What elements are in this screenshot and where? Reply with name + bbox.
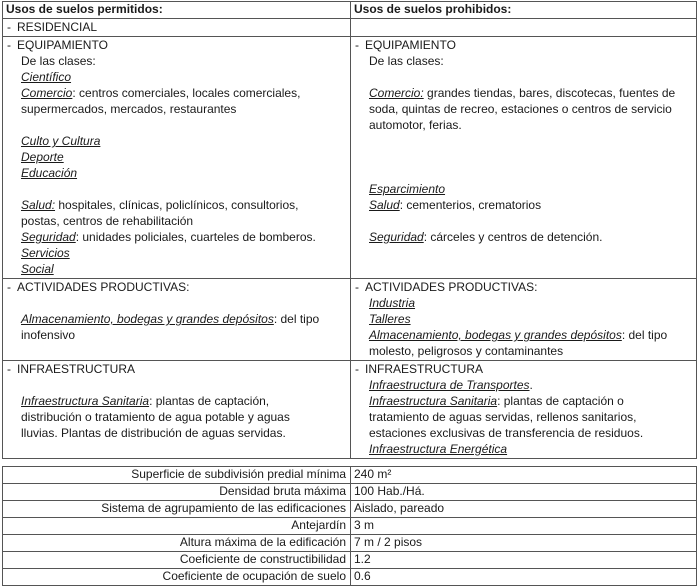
equipamiento-row: [3, 37, 697, 279]
param-label: Altura máxima de la edificación: [3, 535, 351, 552]
param-value: 100 Hab./Há.: [351, 484, 697, 501]
param-row: [3, 484, 697, 501]
salud-text: : cementerios, crematorios: [399, 198, 542, 212]
energetica-class: Infraestructura Energética: [369, 442, 508, 456]
prohibited-infraestructura-cell: [351, 361, 697, 459]
param-label: Coeficiente de constructibilidad: [3, 552, 351, 569]
seguridad-class: Seguridad: [21, 230, 76, 244]
prohibited-residencial-cell: [351, 19, 697, 37]
infraestructura-title: INFRAESTRUCTURA: [365, 362, 484, 376]
param-value: 0.6: [351, 569, 697, 586]
permitted-residencial-cell: [3, 19, 351, 37]
salud-text: hospitales, clínicas, policlínicos, consultorios,: [55, 198, 299, 212]
talleres-class: Talleres: [369, 312, 411, 326]
param-label: Superficie de subdivisión predial mínima: [3, 467, 351, 484]
comercio-text: : centros comerciales, locales comerciales,: [72, 86, 301, 100]
seguridad-text: : cárceles y centros de detención.: [423, 230, 603, 244]
header-row: [3, 2, 697, 19]
almacenamiento-text: : del tipo: [273, 312, 320, 326]
comercio-class: Comercio:: [369, 86, 424, 100]
param-value: 240 m²: [351, 467, 697, 484]
sanitaria-class: Infraestructura Sanitaria: [369, 394, 498, 408]
param-row: [3, 467, 697, 484]
actividades-title: ACTIVIDADES PRODUCTIVAS:: [365, 280, 538, 294]
comercio-text-cont: soda, quintas de recreo, estaciones o centros de servicio: [369, 102, 672, 116]
servicios-class: Servicios: [21, 246, 70, 260]
bullet-dash: -: [355, 362, 359, 376]
sanitaria-text-cont: tratamiento de aguas servidas, rellenos sanitarios,: [369, 410, 637, 424]
param-label: Coeficiente de ocupación de suelo: [3, 569, 351, 586]
sanitaria-text-cont: distribución o tratamiento de agua potable y aguas: [21, 410, 290, 424]
comercio-text: grandes tiendas, bares, discotecas, fuentes de: [423, 86, 676, 100]
sanitaria-text-end: estaciones exclusivas de transferencia de residuos.: [369, 426, 644, 440]
sanitaria-text: : plantas de captación o: [497, 394, 624, 408]
salud-text-cont: postas, centros de rehabilitación: [21, 214, 194, 228]
land-use-table: [2, 1, 697, 459]
residencial-title: RESIDENCIAL: [17, 20, 98, 34]
seguridad-text: : unidades policiales, cuarteles de bomberos.: [75, 230, 316, 244]
permitted-equipamiento-cell: [3, 37, 351, 279]
permitted-header: Usos de suelos permitidos:: [3, 2, 351, 19]
social-class: Social: [21, 262, 54, 276]
equipamiento-title: EQUIPAMIENTO: [17, 38, 108, 52]
infraestructura-title: INFRAESTRUCTURA: [17, 362, 136, 376]
almacenamiento-class: Almacenamiento, bodegas y grandes depósitos: [369, 328, 622, 342]
param-label: Antejardín: [3, 518, 351, 535]
industria-class: Industria: [369, 296, 416, 310]
infraestructura-row: [3, 361, 697, 459]
residencial-row: [3, 19, 697, 37]
bullet-dash: -: [355, 38, 359, 52]
param-label: Sistema de agrupamiento de las edificaciones: [3, 501, 351, 518]
seguridad-class: Seguridad: [369, 230, 424, 244]
prohibited-equipamiento-cell: [351, 37, 697, 279]
salud-class: Salud:: [21, 198, 56, 212]
param-row: [3, 518, 697, 535]
param-value: Aislado, pareado: [351, 501, 697, 518]
classes-label: De las clases:: [21, 54, 96, 68]
sanitaria-class: Infraestructura Sanitaria: [21, 394, 150, 408]
transportes-text: .: [529, 378, 533, 392]
param-row: [3, 501, 697, 518]
prohibited-actividades-cell: [351, 279, 697, 361]
param-value: 7 m / 2 pisos: [351, 535, 697, 552]
actividades-title: ACTIVIDADES PRODUCTIVAS:: [17, 280, 190, 294]
transportes-class: Infraestructura de Transportes: [369, 378, 530, 392]
actividades-row: [3, 279, 697, 361]
permitted-actividades-cell: [3, 279, 351, 361]
comercio-text-cont: supermercados, mercados, restaurantes: [21, 102, 237, 116]
param-value: 3 m: [351, 518, 697, 535]
comercio-text-end: automotor, ferias.: [369, 118, 462, 132]
salud-class: Salud: [369, 198, 400, 212]
equipamiento-title: EQUIPAMIENTO: [365, 38, 456, 52]
almacenamiento-text: : del tipo: [621, 328, 668, 342]
param-row: [3, 535, 697, 552]
almacenamiento-text-cont: molesto, peligrosos y contaminantes: [369, 344, 564, 358]
deporte-class: Deporte: [21, 150, 64, 164]
bullet-dash: -: [7, 362, 11, 376]
param-value: 1.2: [351, 552, 697, 569]
sanitaria-text-end: lluvias. Plantas de distribución de aguas servidas.: [21, 426, 286, 440]
comercio-class: Comercio: [21, 86, 73, 100]
parameters-table: [2, 466, 697, 586]
sanitaria-text: : plantas de captación,: [149, 394, 270, 408]
culto-class: Culto y Cultura: [21, 134, 101, 148]
cientifico-class: Científico: [21, 70, 72, 84]
prohibited-header: Usos de suelos prohibidos:: [351, 2, 697, 19]
param-row: [3, 552, 697, 569]
param-label: Densidad bruta máxima: [3, 484, 351, 501]
bullet-dash: -: [7, 38, 11, 52]
bullet-dash: -: [7, 20, 11, 34]
permitted-infraestructura-cell: [3, 361, 351, 459]
bullet-dash: -: [355, 280, 359, 294]
educacion-class: Educación: [21, 166, 78, 180]
classes-label: De las clases:: [369, 54, 444, 68]
esparcimiento-class: Esparcimiento: [369, 182, 446, 196]
almacenamiento-text-cont: inofensivo: [21, 328, 76, 342]
bullet-dash: -: [7, 280, 11, 294]
almacenamiento-class: Almacenamiento, bodegas y grandes depósitos: [21, 312, 274, 326]
